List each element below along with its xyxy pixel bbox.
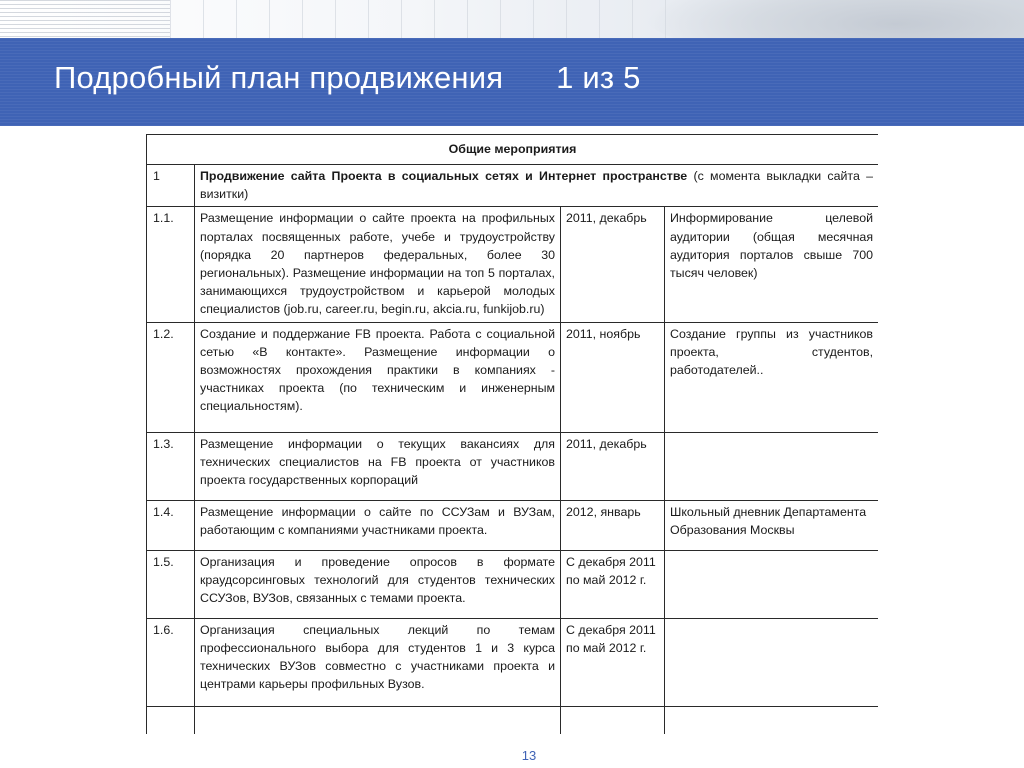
section-header: Общие мероприятия xyxy=(147,135,879,165)
row-date xyxy=(561,706,665,734)
row-number xyxy=(147,706,195,734)
row-result xyxy=(665,550,879,618)
title-band xyxy=(0,38,1024,126)
row-result xyxy=(665,618,879,706)
row-date: 2011, декабрь xyxy=(561,207,665,322)
decorative-grid xyxy=(170,0,670,38)
table-row xyxy=(147,500,879,550)
row-result xyxy=(665,706,879,734)
row-activity: Размещение информации о сайте по ССУЗам и ВУЗам, работающим с компаниями участниками проекта. xyxy=(195,500,561,550)
row-result: Информирование целевой аудитории (общая месячная аудитория порталов свыше 700 тысяч человек) xyxy=(665,207,879,322)
plan-table-container xyxy=(146,134,878,734)
decorative-swoosh xyxy=(644,0,1024,38)
row-activity: Организация специальных лекций по темам профессионального выбора для студентов 1 и 3 курса технических ВУЗов совместно с участниками проекта и центрами карьеры профильных Вузов. xyxy=(195,618,561,706)
row-activity: Размещение информации о текущих вакансиях для технических специалистов на FB проекта от участников проекта государственных корпораций xyxy=(195,432,561,500)
section-number: 1 xyxy=(147,165,195,207)
table-row xyxy=(147,706,879,734)
row-activity: Создание и поддержание FB проекта. Работа с социальной сетью «В контакте». Размещение информации о возможностях прохождения практики в компаниях - участниках проекта (по техническим и инженерным специальностям). xyxy=(195,322,561,432)
row-date: С декабря 2011 по май 2012 г. xyxy=(561,550,665,618)
section-title xyxy=(195,165,879,207)
row-number: 1.3. xyxy=(147,432,195,500)
row-number: 1.1. xyxy=(147,207,195,322)
row-date: 2012, январь xyxy=(561,500,665,550)
section-title-bold: Продвижение сайта Проекта в социальных сетях и Интернет пространстве xyxy=(200,169,688,183)
row-number: 1.6. xyxy=(147,618,195,706)
row-result xyxy=(665,432,879,500)
row-date: С декабря 2011 по май 2012 г. xyxy=(561,618,665,706)
row-number: 1.2. xyxy=(147,322,195,432)
row-result: Школьный дневник Департамента Образования Москвы xyxy=(665,500,879,550)
table-row xyxy=(147,322,879,432)
row-date: 2011, ноябрь xyxy=(561,322,665,432)
table-header-row xyxy=(147,135,879,165)
row-result: Создание группы из участников проекта, студентов, работодателей.. xyxy=(665,322,879,432)
section-title-rest: (с момента выкладки сайта – визитки) xyxy=(200,169,874,202)
row-number: 1.4. xyxy=(147,500,195,550)
row-number: 1.5. xyxy=(147,550,195,618)
decorative-lines xyxy=(0,0,170,38)
row-activity: Организация и проведение опросов в формате краудсорсинговых технологий для студентов технических ССУЗов, ВУЗов, связанных с темами проекта. xyxy=(195,550,561,618)
table-row xyxy=(147,618,879,706)
plan-table xyxy=(146,134,878,734)
section-row xyxy=(147,165,879,207)
row-activity xyxy=(195,706,561,734)
table-row xyxy=(147,550,879,618)
row-activity: Размещение информации о сайте проекта на профильных порталах посвященных работе, учебе и трудоустройству (порядка 20 партнеров федеральных, более 30 региональных). Размещение информации на топ 5 порталах, занимающихся трудоустройством и карьерой молодых специалистов (job.ru, career.ru, begin.ru, akcia.ru, funkijob.ru) xyxy=(195,207,561,322)
page-number: 13 xyxy=(521,748,537,763)
slide-title: Подробный план продвижения 1 из 5 xyxy=(54,60,641,95)
decorative-header-strip xyxy=(0,0,1024,38)
table-row xyxy=(147,207,879,322)
table-row xyxy=(147,432,879,500)
row-date: 2011, декабрь xyxy=(561,432,665,500)
